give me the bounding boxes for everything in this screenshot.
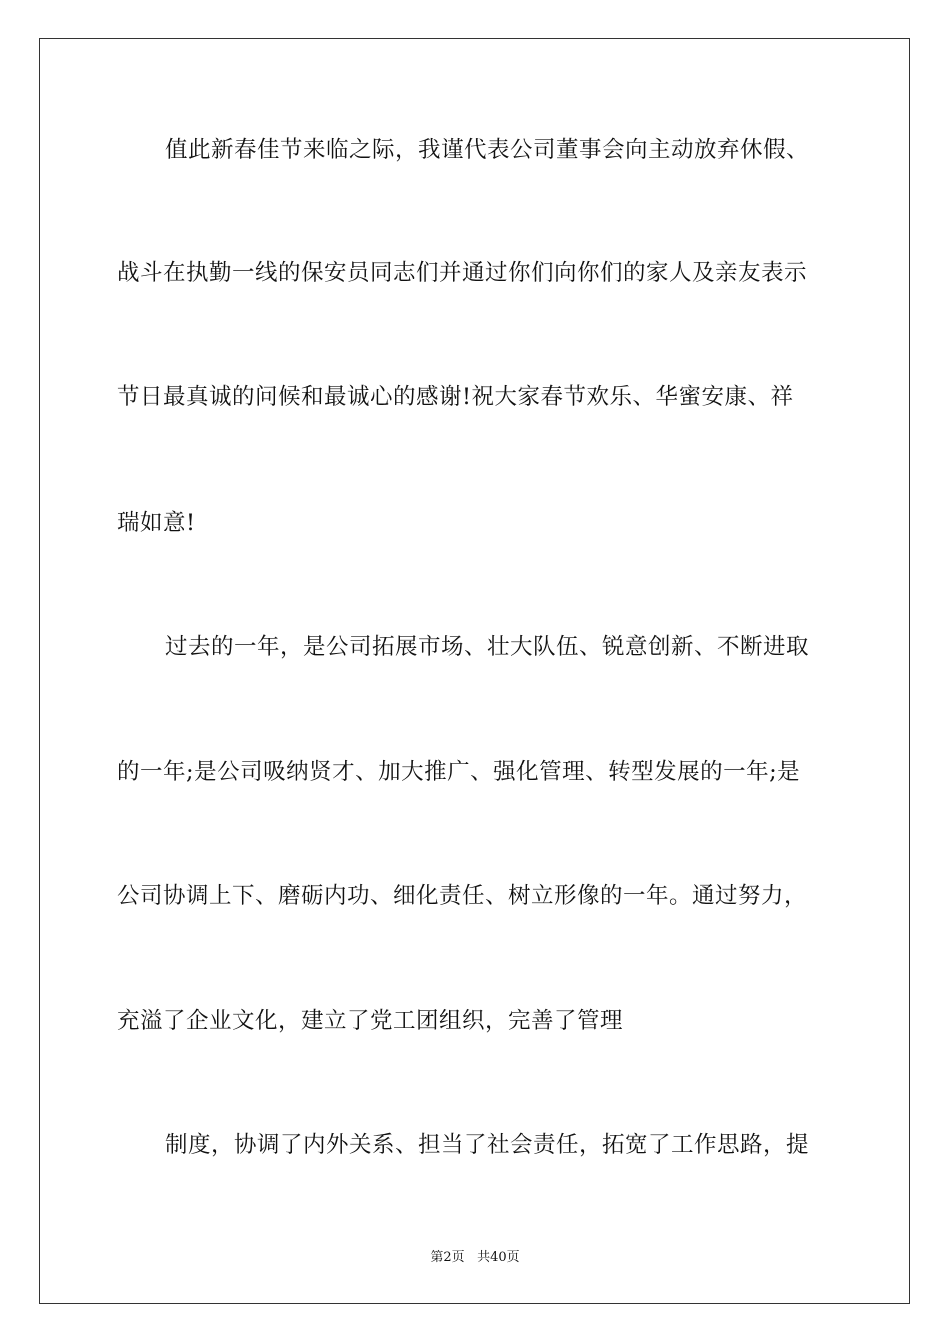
paragraph-2-line-4: 充溢了企业文化，建立了党工团组织，完善了管理 xyxy=(117,1008,624,1034)
paragraph-1-line-2: 战斗在执勤一线的保安员同志们并通过你们向你们的家人及亲友表示 xyxy=(117,260,808,286)
page-footer xyxy=(0,1246,950,1265)
paragraph-1-line-4: 瑞如意! xyxy=(117,510,196,536)
paragraph-2-line-3: 公司协调上下、磨砺内功、细化责任、树立形像的一年。通过努力， xyxy=(117,883,808,909)
page-border xyxy=(39,38,910,1304)
paragraph-1-line-3: 节日最真诚的问候和最诚心的感谢!祝大家春节欢乐、华蜜安康、祥 xyxy=(117,384,794,410)
paragraph-1-line-1: 值此新春佳节来临之际，我谨代表公司董事会向主动放弃休假、 xyxy=(165,137,810,163)
paragraph-3-line-1: 制度，协调了内外关系、担当了社会责任，拓宽了工作思路，提 xyxy=(165,1132,810,1158)
paragraph-2-line-2: 的一年;是公司吸纳贤才、加大推广、强化管理、转型发展的一年;是 xyxy=(117,759,801,785)
paragraph-2-line-1: 过去的一年，是公司拓展市场、壮大队伍、锐意创新、不断进取 xyxy=(165,634,810,660)
page-number: 第2页 xyxy=(430,1250,465,1265)
page-total: 共40页 xyxy=(477,1250,520,1265)
